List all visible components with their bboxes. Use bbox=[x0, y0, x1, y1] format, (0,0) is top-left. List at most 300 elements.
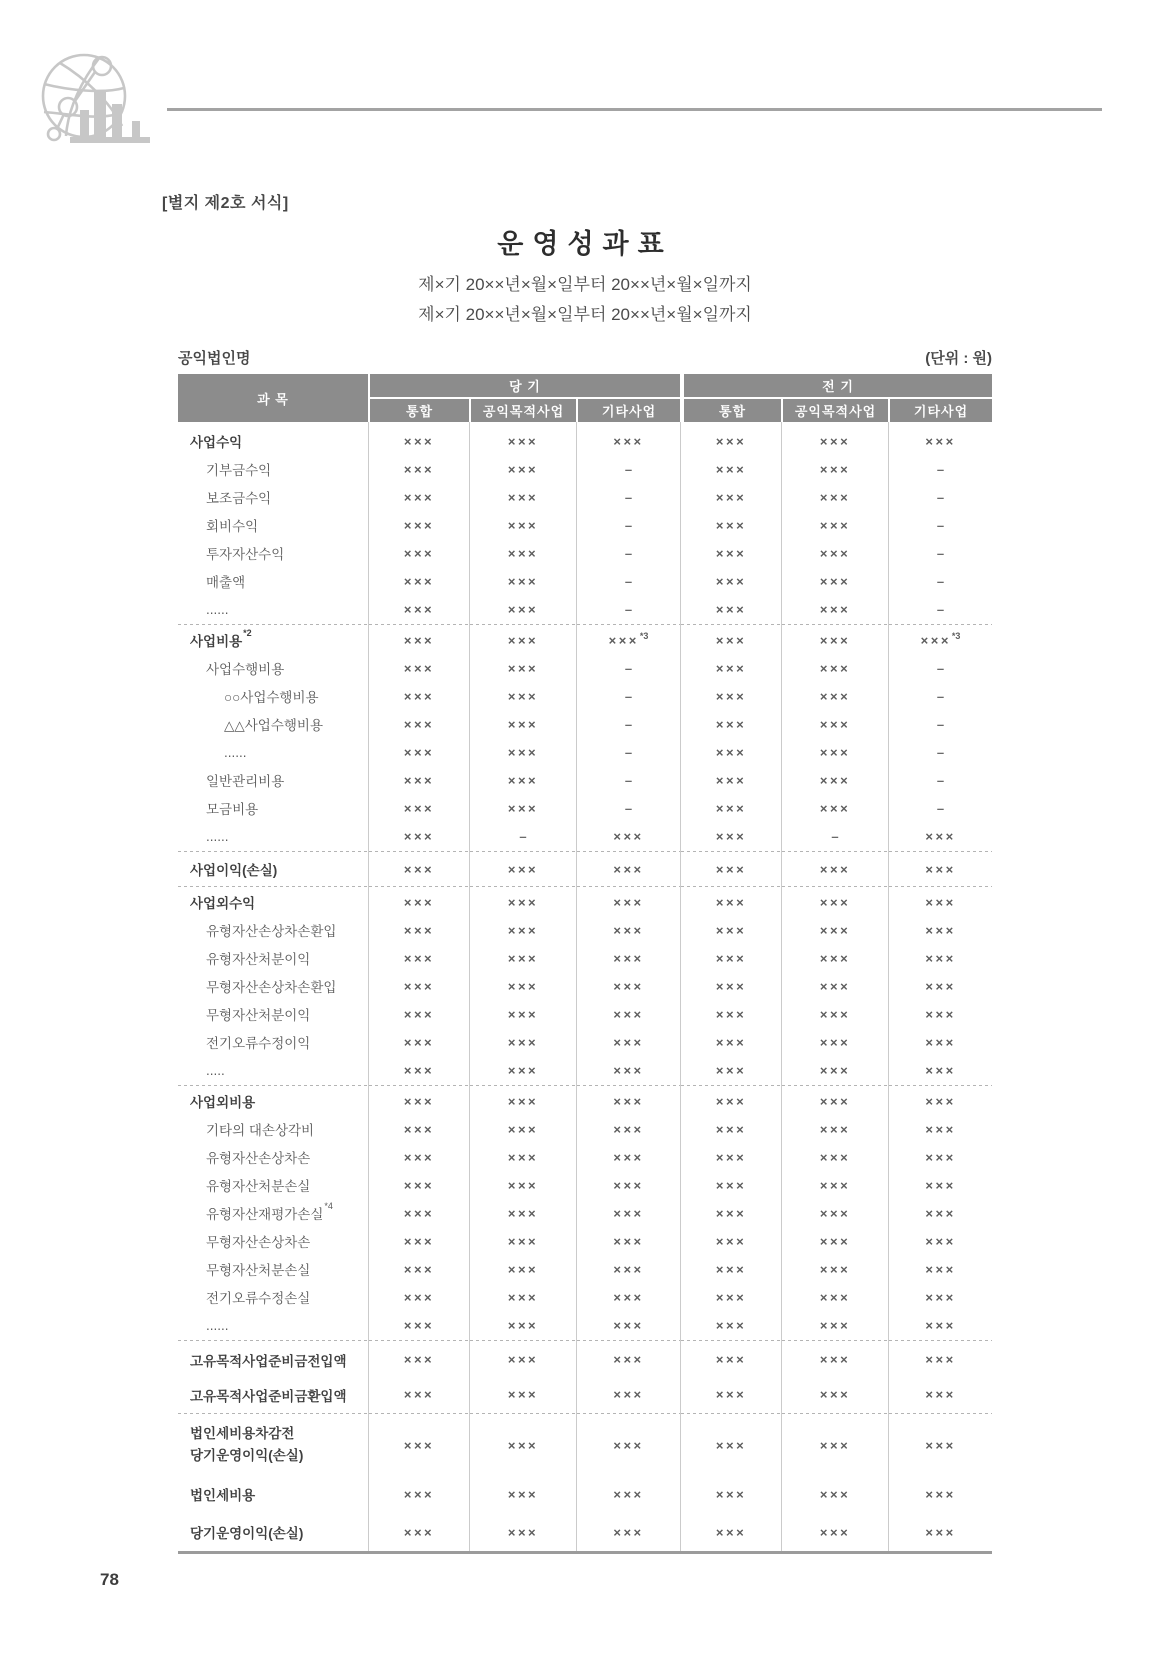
value-cell: ××× bbox=[576, 853, 680, 885]
value-cell: ××× bbox=[469, 483, 576, 511]
value-cell: – bbox=[576, 483, 680, 511]
value-cell: ××× bbox=[368, 1199, 469, 1227]
value-cell: ××× bbox=[781, 853, 888, 885]
value-cell: ××× bbox=[368, 1342, 469, 1377]
value-cell: – bbox=[576, 595, 680, 623]
table-row bbox=[178, 1199, 992, 1227]
value-cell: – bbox=[888, 483, 992, 511]
value-cell: ××× bbox=[576, 1171, 680, 1199]
value-cell: ××× bbox=[469, 1283, 576, 1311]
value-cell: ××× bbox=[469, 1311, 576, 1339]
value-cell: ××× bbox=[576, 422, 680, 455]
value-cell: ××× bbox=[781, 710, 888, 738]
value-cell: ××× bbox=[888, 1028, 992, 1056]
value-cell: ××× bbox=[368, 853, 469, 885]
value-cell: ××× bbox=[888, 1171, 992, 1199]
value-cell: – bbox=[888, 766, 992, 794]
row-label: 사업이익(손실) bbox=[190, 863, 278, 878]
value-cell: ××× bbox=[469, 1143, 576, 1171]
value-cell: ××× bbox=[576, 1143, 680, 1171]
row-label: 모금비용 bbox=[206, 802, 259, 817]
value-cell: ××× bbox=[368, 1056, 469, 1084]
page-number: 78 bbox=[100, 1570, 119, 1589]
value-cell: ××× bbox=[368, 682, 469, 710]
value-cell: – bbox=[576, 567, 680, 595]
value-cell: – bbox=[888, 654, 992, 682]
value-cell: ××× bbox=[368, 422, 469, 455]
value-cell: ××× bbox=[469, 654, 576, 682]
value-cell: ××× bbox=[469, 626, 576, 654]
value-cell: ××× bbox=[469, 972, 576, 1000]
value-cell: ××× bbox=[469, 710, 576, 738]
value-cell: ××× bbox=[680, 1342, 781, 1377]
row-label: 회비수익 bbox=[206, 519, 259, 534]
row-label: 기부금수익 bbox=[206, 463, 272, 478]
value-cell: ××× bbox=[781, 1311, 888, 1339]
value-cell: ××× bbox=[781, 888, 888, 916]
period-subtitle bbox=[178, 270, 992, 330]
value-cell: – bbox=[888, 794, 992, 822]
value-cell: ××× bbox=[781, 972, 888, 1000]
table-row bbox=[178, 1415, 992, 1475]
table-row bbox=[178, 853, 992, 885]
value-cell: ××× bbox=[888, 422, 992, 455]
value-cell: ××× bbox=[680, 567, 781, 595]
value-cell: ××× bbox=[680, 1311, 781, 1339]
value-cell: ××× bbox=[781, 1143, 888, 1171]
table-row bbox=[178, 422, 992, 455]
value-cell: ××× bbox=[576, 1255, 680, 1283]
row-label: 전기오류수정손실 bbox=[206, 1291, 311, 1306]
value-cell: ××× bbox=[781, 682, 888, 710]
value-cell: – bbox=[888, 738, 992, 766]
value-cell: ××× bbox=[368, 1143, 469, 1171]
value-cell: ××× bbox=[781, 1028, 888, 1056]
value-cell: ××× bbox=[576, 1227, 680, 1255]
value-cell: ××× bbox=[888, 822, 992, 850]
value-cell: – bbox=[888, 539, 992, 567]
value-cell: ××× bbox=[888, 1283, 992, 1311]
value-cell: ××× bbox=[680, 1199, 781, 1227]
value-cell: ××× bbox=[469, 682, 576, 710]
table-row bbox=[178, 710, 992, 738]
table-row bbox=[178, 1513, 992, 1551]
value-cell: ××× bbox=[469, 1255, 576, 1283]
value-cell: ××× bbox=[888, 888, 992, 916]
value-cell: ××× bbox=[368, 1028, 469, 1056]
value-cell: ×××$^{*3}$ bbox=[576, 626, 680, 654]
globe-bar-chart-logo bbox=[30, 50, 162, 152]
value-cell: ××× bbox=[469, 1000, 576, 1028]
value-cell: ××× bbox=[469, 888, 576, 916]
table-header bbox=[178, 374, 992, 422]
table-row bbox=[178, 1475, 992, 1513]
value-cell: ××× bbox=[680, 738, 781, 766]
value-cell: ××× bbox=[368, 822, 469, 850]
value-cell: ××× bbox=[680, 1087, 781, 1115]
value-cell: ××× bbox=[368, 1171, 469, 1199]
value-cell: ××× bbox=[469, 853, 576, 885]
row-label: 사업수행비용 bbox=[206, 662, 285, 677]
value-cell: ××× bbox=[781, 595, 888, 623]
value-cell: ××× bbox=[680, 888, 781, 916]
value-cell: – bbox=[888, 682, 992, 710]
value-cell: ××× bbox=[680, 1056, 781, 1084]
value-cell: ××× bbox=[781, 1087, 888, 1115]
value-cell: – bbox=[888, 511, 992, 539]
value-cell: ××× bbox=[781, 455, 888, 483]
table-row bbox=[178, 567, 992, 595]
value-cell: ××× bbox=[469, 595, 576, 623]
value-cell: ××× bbox=[680, 1000, 781, 1028]
value-cell: ××× bbox=[469, 1377, 576, 1412]
table-row bbox=[178, 654, 992, 682]
value-cell: ××× bbox=[576, 1311, 680, 1339]
sub-column-header: 통합 bbox=[368, 397, 469, 422]
row-label: 유형자산손상차손 bbox=[206, 1151, 311, 1166]
value-cell: ××× bbox=[469, 1342, 576, 1377]
value-cell: ××× bbox=[576, 1056, 680, 1084]
row-label: ...... bbox=[206, 828, 229, 844]
value-cell: ××× bbox=[888, 1115, 992, 1143]
row-label: 무형자산손상차손환입 bbox=[206, 980, 337, 995]
operating-statement-table bbox=[178, 374, 992, 1554]
value-cell: ××× bbox=[469, 455, 576, 483]
value-cell: ××× bbox=[368, 567, 469, 595]
value-cell: ××× bbox=[888, 1255, 992, 1283]
value-cell: ××× bbox=[368, 766, 469, 794]
value-cell: ××× bbox=[368, 1255, 469, 1283]
value-cell: ××× bbox=[368, 1115, 469, 1143]
table-row bbox=[178, 1311, 992, 1339]
value-cell: ××× bbox=[469, 916, 576, 944]
prior-period-header: 전 기 bbox=[680, 374, 992, 397]
value-cell: ××× bbox=[781, 794, 888, 822]
row-label: 투자자산수익 bbox=[206, 547, 285, 562]
value-cell: ××× bbox=[576, 1513, 680, 1551]
value-cell: ××× bbox=[576, 1475, 680, 1513]
value-cell: ××× bbox=[576, 1283, 680, 1311]
row-label-line: 법인세비용차감전 bbox=[190, 1426, 295, 1442]
value-cell: ××× bbox=[576, 888, 680, 916]
value-cell: ××× bbox=[888, 1199, 992, 1227]
value-cell: ××× bbox=[368, 1475, 469, 1513]
table-row bbox=[178, 1227, 992, 1255]
row-label: 고유목적사업준비금환입액 bbox=[190, 1388, 347, 1404]
row-label: 고유목적사업준비금전입액 bbox=[190, 1353, 347, 1369]
unit-label: (단위 : 원) bbox=[925, 350, 992, 367]
value-cell: ××× bbox=[680, 710, 781, 738]
row-label: 유형자산손상차손환입 bbox=[206, 924, 337, 939]
value-cell: ××× bbox=[368, 1311, 469, 1339]
value-cell: ××× bbox=[469, 1415, 576, 1475]
period-line-1: 제×기 20××년×월×일부터 20××년×월×일까지 bbox=[418, 275, 752, 294]
row-label: 전기오류수정이익 bbox=[206, 1036, 311, 1051]
value-cell: ××× bbox=[368, 1377, 469, 1412]
value-cell: ××× bbox=[680, 1028, 781, 1056]
value-cell: ××× bbox=[680, 794, 781, 822]
value-cell: ××× bbox=[781, 1171, 888, 1199]
value-cell: ××× bbox=[781, 1415, 888, 1475]
value-cell: ××× bbox=[368, 972, 469, 1000]
value-cell: ××× bbox=[469, 738, 576, 766]
value-cell: ××× bbox=[368, 1283, 469, 1311]
value-cell: ××× bbox=[368, 1513, 469, 1551]
value-cell: – bbox=[576, 738, 680, 766]
value-cell: ××× bbox=[576, 972, 680, 1000]
value-cell: ××× bbox=[781, 1513, 888, 1551]
value-cell: ××× bbox=[888, 916, 992, 944]
value-cell: ××× bbox=[368, 888, 469, 916]
row-label: 유형자산처분이익 bbox=[206, 952, 311, 967]
table-row bbox=[178, 822, 992, 850]
value-cell: ××× bbox=[680, 1513, 781, 1551]
table-row bbox=[178, 1115, 992, 1143]
value-cell: ××× bbox=[576, 916, 680, 944]
value-cell: ××× bbox=[680, 1283, 781, 1311]
value-cell: ××× bbox=[469, 944, 576, 972]
value-cell: – bbox=[469, 822, 576, 850]
value-cell: ××× bbox=[368, 916, 469, 944]
sub-column-header: 통합 bbox=[680, 397, 781, 422]
value-cell: ××× bbox=[368, 738, 469, 766]
table-row bbox=[178, 1342, 992, 1377]
value-cell: – bbox=[576, 654, 680, 682]
table-meta-row bbox=[178, 347, 992, 368]
value-cell: ××× bbox=[368, 710, 469, 738]
value-cell: – bbox=[576, 710, 680, 738]
row-label: 무형자산처분이익 bbox=[206, 1008, 311, 1023]
value-cell: ×××$^{*3}$ bbox=[888, 626, 992, 654]
value-cell: ××× bbox=[680, 1143, 781, 1171]
row-label: 유형자산재평가손실$^{*4}$ bbox=[206, 1201, 333, 1222]
table-row bbox=[178, 1377, 992, 1412]
table-row bbox=[178, 1283, 992, 1311]
table-row bbox=[178, 1056, 992, 1084]
value-cell: ××× bbox=[888, 1000, 992, 1028]
row-label: ○○사업수행비용 bbox=[224, 690, 319, 705]
row-label: 보조금수익 bbox=[206, 491, 272, 506]
table-row bbox=[178, 595, 992, 623]
table-row bbox=[178, 483, 992, 511]
value-cell: ××× bbox=[368, 511, 469, 539]
row-label: 법인세비용 bbox=[190, 1488, 256, 1503]
value-cell: ××× bbox=[680, 483, 781, 511]
row-label: ..... bbox=[206, 1062, 225, 1078]
value-cell: ××× bbox=[680, 916, 781, 944]
value-cell: ××× bbox=[576, 1415, 680, 1475]
value-cell: ××× bbox=[576, 1028, 680, 1056]
value-cell: ××× bbox=[781, 1377, 888, 1412]
value-cell: ××× bbox=[368, 483, 469, 511]
row-label: △△사업수행비용 bbox=[224, 718, 324, 733]
value-cell: ××× bbox=[368, 595, 469, 623]
value-cell: ××× bbox=[888, 1227, 992, 1255]
value-cell: ××× bbox=[368, 1000, 469, 1028]
row-label: 기타의 대손상각비 bbox=[206, 1123, 315, 1138]
value-cell: ××× bbox=[781, 1056, 888, 1084]
value-cell: ××× bbox=[576, 1342, 680, 1377]
row-label: 사업외비용 bbox=[190, 1095, 256, 1110]
table-row bbox=[178, 682, 992, 710]
value-cell: ××× bbox=[888, 972, 992, 1000]
value-cell: – bbox=[576, 511, 680, 539]
value-cell: ××× bbox=[680, 511, 781, 539]
value-cell: ××× bbox=[680, 1115, 781, 1143]
value-cell: ××× bbox=[469, 1513, 576, 1551]
value-cell: ××× bbox=[781, 626, 888, 654]
value-cell: ××× bbox=[469, 1199, 576, 1227]
value-cell: ××× bbox=[368, 626, 469, 654]
value-cell: ××× bbox=[576, 1199, 680, 1227]
value-cell: ××× bbox=[576, 822, 680, 850]
value-cell: – bbox=[888, 567, 992, 595]
row-label: 사업수익 bbox=[190, 435, 243, 450]
value-cell: ××× bbox=[781, 1475, 888, 1513]
sub-column-header: 공익목적사업 bbox=[781, 397, 888, 422]
value-cell: ××× bbox=[469, 539, 576, 567]
table-row bbox=[178, 539, 992, 567]
value-cell: ××× bbox=[680, 822, 781, 850]
value-cell: ××× bbox=[368, 944, 469, 972]
row-label: 무형자산처분손실 bbox=[206, 1263, 311, 1278]
value-cell: ××× bbox=[680, 972, 781, 1000]
table-row bbox=[178, 511, 992, 539]
row-label: 당기운영이익(손실) bbox=[190, 1526, 304, 1541]
row-label: ...... bbox=[206, 1317, 229, 1333]
value-cell: ××× bbox=[781, 539, 888, 567]
value-cell: ××× bbox=[888, 1342, 992, 1377]
value-cell: ××× bbox=[469, 794, 576, 822]
form-number-label: [별지 제2호 서식] bbox=[162, 195, 289, 212]
value-cell: – bbox=[576, 766, 680, 794]
value-cell: ××× bbox=[680, 1475, 781, 1513]
value-cell: ××× bbox=[781, 567, 888, 595]
row-label: 일반관리비용 bbox=[206, 774, 285, 789]
table-row bbox=[178, 738, 992, 766]
value-cell: ××× bbox=[680, 1227, 781, 1255]
value-cell: ××× bbox=[368, 1087, 469, 1115]
value-cell: – bbox=[888, 710, 992, 738]
value-cell: ××× bbox=[781, 1342, 888, 1377]
value-cell: ××× bbox=[576, 1115, 680, 1143]
value-cell: ××× bbox=[888, 1513, 992, 1551]
value-cell: – bbox=[888, 595, 992, 623]
value-cell: – bbox=[888, 455, 992, 483]
row-label: 사업외수익 bbox=[190, 896, 256, 911]
table-row bbox=[178, 1255, 992, 1283]
value-cell: ××× bbox=[576, 1087, 680, 1115]
table-row bbox=[178, 972, 992, 1000]
value-cell: ××× bbox=[680, 944, 781, 972]
value-cell: ××× bbox=[781, 511, 888, 539]
row-label: 매출액 bbox=[206, 575, 246, 590]
value-cell: ××× bbox=[781, 944, 888, 972]
table-row bbox=[178, 1143, 992, 1171]
value-cell: ××× bbox=[576, 944, 680, 972]
value-cell: ××× bbox=[888, 1143, 992, 1171]
value-cell: ××× bbox=[680, 1171, 781, 1199]
value-cell: ××× bbox=[680, 626, 781, 654]
value-cell: ××× bbox=[469, 567, 576, 595]
table-row bbox=[178, 1000, 992, 1028]
value-cell: ××× bbox=[469, 422, 576, 455]
value-cell: ××× bbox=[680, 422, 781, 455]
entity-name-label: 공익법인명 bbox=[178, 350, 251, 367]
value-cell: ××× bbox=[469, 1115, 576, 1143]
value-cell: ××× bbox=[781, 483, 888, 511]
value-cell: – bbox=[576, 539, 680, 567]
value-cell: – bbox=[576, 682, 680, 710]
value-cell: – bbox=[781, 822, 888, 850]
value-cell: ××× bbox=[368, 1227, 469, 1255]
value-cell: – bbox=[576, 455, 680, 483]
value-cell: ××× bbox=[781, 1255, 888, 1283]
period-line-2: 제×기 20××년×월×일부터 20××년×월×일까지 bbox=[418, 305, 752, 324]
value-cell: ××× bbox=[680, 1255, 781, 1283]
value-cell: ××× bbox=[368, 455, 469, 483]
table-row bbox=[178, 794, 992, 822]
value-cell: ××× bbox=[469, 1028, 576, 1056]
value-cell: ××× bbox=[888, 1311, 992, 1339]
table-row bbox=[178, 626, 992, 654]
table-row bbox=[178, 1171, 992, 1199]
value-cell: ××× bbox=[469, 1087, 576, 1115]
table-row bbox=[178, 455, 992, 483]
row-label bbox=[178, 1415, 368, 1475]
value-cell: ××× bbox=[888, 1475, 992, 1513]
header-rule bbox=[167, 108, 1102, 111]
sub-column-header: 기타사업 bbox=[888, 397, 992, 422]
value-cell: – bbox=[576, 794, 680, 822]
table-row bbox=[178, 888, 992, 916]
value-cell: ××× bbox=[469, 511, 576, 539]
table-row bbox=[178, 944, 992, 972]
sub-column-header: 기타사업 bbox=[576, 397, 680, 422]
row-label: 무형자산손상차손 bbox=[206, 1235, 311, 1250]
value-cell: ××× bbox=[368, 654, 469, 682]
value-cell: ××× bbox=[781, 1115, 888, 1143]
value-cell: ××× bbox=[680, 595, 781, 623]
value-cell: ××× bbox=[888, 1415, 992, 1475]
row-label: ...... bbox=[224, 744, 247, 760]
value-cell: ××× bbox=[680, 654, 781, 682]
value-cell: ××× bbox=[680, 766, 781, 794]
table-row bbox=[178, 1028, 992, 1056]
current-period-header: 당 기 bbox=[368, 374, 680, 397]
row-label: 유형자산처분손실 bbox=[206, 1179, 311, 1194]
value-cell: ××× bbox=[680, 853, 781, 885]
value-cell: ××× bbox=[888, 1087, 992, 1115]
table-row bbox=[178, 1087, 992, 1115]
value-cell: ××× bbox=[680, 1377, 781, 1412]
value-cell: ××× bbox=[469, 1056, 576, 1084]
value-cell: ××× bbox=[680, 1415, 781, 1475]
value-cell: ××× bbox=[781, 738, 888, 766]
value-cell: ××× bbox=[680, 682, 781, 710]
value-cell: ××× bbox=[576, 1000, 680, 1028]
subject-header: 과 목 bbox=[178, 374, 368, 422]
value-cell: ××× bbox=[781, 1227, 888, 1255]
value-cell: ××× bbox=[888, 1056, 992, 1084]
value-cell: ××× bbox=[781, 422, 888, 455]
table-row bbox=[178, 916, 992, 944]
value-cell: ××× bbox=[781, 654, 888, 682]
value-cell: ××× bbox=[680, 455, 781, 483]
table-body bbox=[178, 422, 992, 1551]
content-column bbox=[178, 222, 992, 1554]
value-cell: ××× bbox=[781, 766, 888, 794]
